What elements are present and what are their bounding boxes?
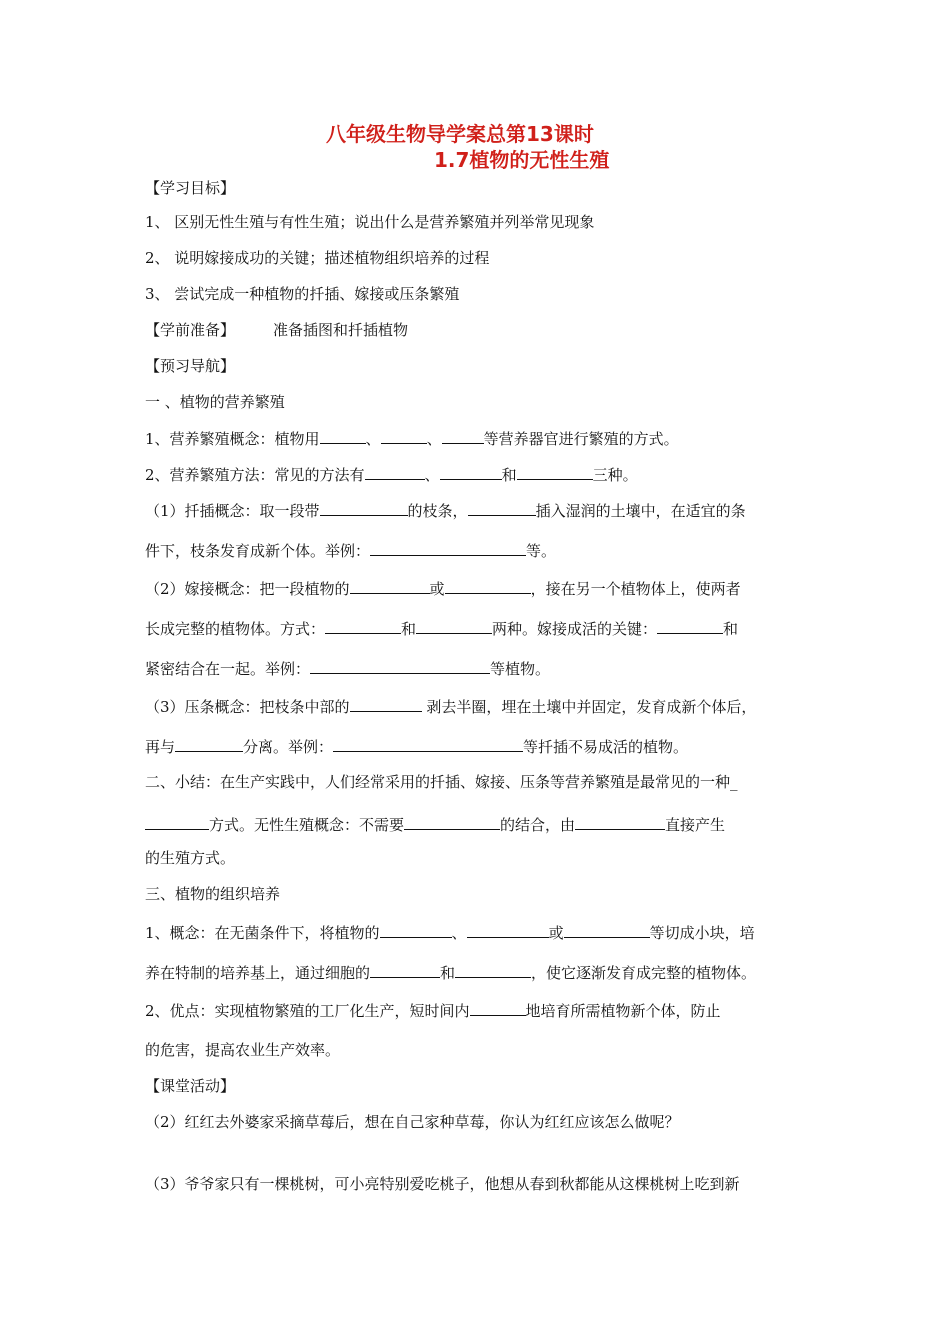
text-run: （2）嫁接概念：把一段植物的 <box>145 580 350 598</box>
text-run: 地培育所需植物新个体，防止 <box>525 1002 721 1020</box>
fill-blank[interactable] <box>310 658 490 674</box>
text-run: 、 <box>426 430 442 448</box>
text-run: 和 <box>723 620 739 638</box>
text-run: 插入湿润的土壤中，在适宜的条 <box>535 502 746 520</box>
fill-blank[interactable] <box>320 428 366 444</box>
page-title: 八年级生物导学案总第13课时 <box>326 122 594 146</box>
fill-blank[interactable] <box>404 814 500 830</box>
page-subtitle: 1.7植物的无性生殖 <box>434 148 610 172</box>
objectives-heading: 【学习目标】 <box>145 179 236 197</box>
activity-heading: 【课堂活动】 <box>145 1077 236 1095</box>
text-run: 等营养器官进行繁殖的方式。 <box>483 430 679 448</box>
text-run: ，接在另一个植物体上，使两者 <box>530 580 741 598</box>
section-heading: 三、植物的组织培养 <box>145 885 281 903</box>
text-run: 等切成小块，培 <box>649 924 755 942</box>
text-run: 、 <box>424 466 440 484</box>
cutting-line-1 <box>145 500 746 521</box>
text-run: 和 <box>501 466 517 484</box>
fill-blank[interactable] <box>320 500 408 516</box>
fill-blank[interactable] <box>370 962 440 978</box>
prep-heading: 【学前准备】 <box>145 321 236 339</box>
summary-line-1: 二、小结：在生产实践中，人们经常采用的扦插、嫁接、压条等营养繁殖是最常见的一种_ <box>145 773 738 791</box>
tc-line-2 <box>145 962 756 983</box>
text-run: 1、营养繁殖概念：植物用 <box>145 430 320 448</box>
fill-blank[interactable] <box>380 922 452 938</box>
objective-item: 3、 尝试完成一种植物的扦插、嫁接或压条繁殖 <box>145 285 460 303</box>
text-run: 2、优点：实现植物繁殖的工厂化生产，短时间内 <box>145 1002 470 1020</box>
objective-item: 2、 说明嫁接成功的关键；描述植物组织培养的过程 <box>145 249 490 267</box>
text-run: 再与 <box>145 738 176 756</box>
fill-blank[interactable] <box>575 814 665 830</box>
text-run: 的结合，由 <box>500 816 576 834</box>
text-run: 分离。举例： <box>243 738 334 756</box>
fill-blank[interactable] <box>517 464 593 480</box>
text-run: 方式。无性生殖概念：不需要 <box>209 816 405 834</box>
text-run: 或 <box>429 580 445 598</box>
fill-blank[interactable] <box>325 618 401 634</box>
text-run: 直接产生 <box>665 816 726 834</box>
concept-line <box>145 428 679 449</box>
text-run: 等扦插不易成活的植物。 <box>523 738 689 756</box>
activity-question: （2）红红去外婆家采摘草莓后，想在自己家种草莓，你认为红红应该怎么做呢？ <box>145 1113 680 1131</box>
fill-blank[interactable] <box>657 618 723 634</box>
layer-line-1 <box>145 696 756 717</box>
cutting-line-2 <box>145 540 556 561</box>
text-run: （3）压条概念：把枝条中部的 <box>145 698 350 716</box>
activity-question: （3）爷爷家只有一棵桃树，可小亮特别爱吃桃子，他想从春到秋都能从这棵桃树上吃到新 <box>145 1175 740 1193</box>
text-run: 等植物。 <box>490 660 551 678</box>
guide-heading: 【预习导航】 <box>145 357 236 375</box>
fill-blank[interactable] <box>350 578 430 594</box>
text-run: ，使它逐渐发育成完整的植物体。 <box>531 964 757 982</box>
text-run: （1）扦插概念：取一段带 <box>145 502 320 520</box>
graft-line-3 <box>145 658 550 679</box>
text-run: 或 <box>548 924 564 942</box>
text-run: 两种。嫁接成活的关键： <box>492 620 658 638</box>
fill-blank[interactable] <box>145 814 209 830</box>
fill-blank[interactable] <box>175 736 243 752</box>
text-run: 剥去半圈，埋在土壤中并固定，发育成新个体后， <box>421 698 757 716</box>
graft-line-2 <box>145 618 738 639</box>
fill-blank[interactable] <box>370 540 526 556</box>
text-run: 紧密结合在一起。举例： <box>145 660 311 678</box>
summary-line-3: 的生殖方式。 <box>145 849 236 867</box>
text-run: 长成完整的植物体。方式： <box>145 620 326 638</box>
fill-blank[interactable] <box>442 428 484 444</box>
fill-blank[interactable] <box>416 618 492 634</box>
prep-text: 准备插图和扦插植物 <box>273 321 409 339</box>
text-run: 等。 <box>526 542 557 560</box>
text-run: 的枝条， <box>407 502 468 520</box>
fill-blank[interactable] <box>350 696 422 712</box>
summary-line-2 <box>145 814 725 835</box>
text-run: 和 <box>401 620 417 638</box>
fill-blank[interactable] <box>470 1000 526 1016</box>
text-run: 、 <box>451 924 467 942</box>
text-run: 1、概念：在无菌条件下，将植物的 <box>145 924 380 942</box>
text-run: 和 <box>440 964 456 982</box>
advantage-line-2: 的危害，提高农业生产效率。 <box>145 1041 341 1059</box>
fill-blank[interactable] <box>445 578 531 594</box>
layer-line-2 <box>145 736 688 757</box>
text-run: 三种。 <box>592 466 638 484</box>
fill-blank[interactable] <box>333 736 523 752</box>
tc-line-1 <box>145 922 755 943</box>
fill-blank[interactable] <box>564 922 650 938</box>
advantage-line-1 <box>145 1000 721 1021</box>
graft-line-1 <box>145 578 741 599</box>
fill-blank[interactable] <box>468 500 536 516</box>
fill-blank[interactable] <box>467 922 549 938</box>
section-heading: 一 、植物的营养繁殖 <box>145 393 285 411</box>
prep-line <box>145 320 408 340</box>
fill-blank[interactable] <box>440 464 502 480</box>
text-run: 件下，枝条发育成新个体。举例： <box>145 542 371 560</box>
objective-item: 1、 区别无性生殖与有性生殖；说出什么是营养繁殖并列举常见现象 <box>145 213 595 231</box>
fill-blank[interactable] <box>455 962 531 978</box>
fill-blank[interactable] <box>381 428 427 444</box>
method-line <box>145 464 638 485</box>
text-run: 2、营养繁殖方法：常见的方法有 <box>145 466 365 484</box>
text-run: 、 <box>365 430 381 448</box>
text-run: 养在特制的培养基上，通过细胞的 <box>145 964 371 982</box>
fill-blank[interactable] <box>365 464 425 480</box>
